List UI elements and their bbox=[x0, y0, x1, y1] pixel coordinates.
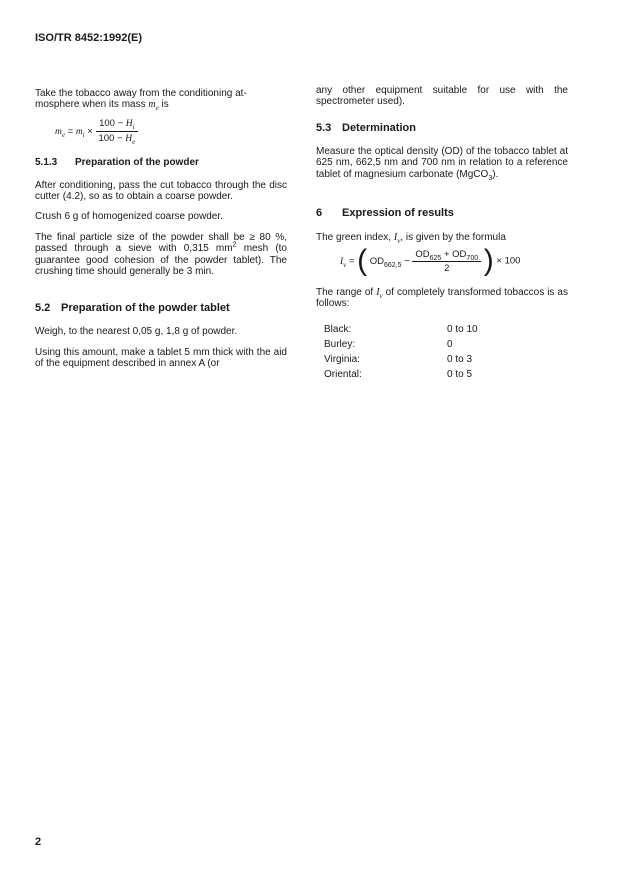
weigh-paragraph: Weigh, to the nearest 0,05 g, 1,8 g of powder. bbox=[35, 326, 238, 337]
intro-line-1: Take the tobacco away from the conditioning at- bbox=[35, 88, 247, 99]
tablet-paragraph-end: any other equipment suitable for use with the spectrometer used). bbox=[316, 85, 568, 108]
range-value-virginia: 0 to 3 bbox=[447, 354, 473, 365]
section-5-2-number: 5.2 bbox=[35, 302, 51, 314]
formula1-times: × bbox=[87, 126, 93, 138]
document-id: ISO/TR 8452:1992(E) bbox=[35, 32, 142, 44]
section-5-2-title: Preparation of the powder tablet bbox=[61, 302, 230, 314]
formula2-numerator: $OD_{625} + OD_{700}$ bbox=[412, 249, 481, 262]
formula2-left-paren: ( bbox=[357, 244, 368, 277]
section-5-3-heading bbox=[316, 122, 568, 134]
formula1-numerator: $100 - H_i$ bbox=[96, 118, 138, 132]
formula2-fraction bbox=[412, 249, 481, 274]
formula2-od-main: $OD_{662,5}$ bbox=[369, 255, 402, 269]
page-number: 2 bbox=[35, 836, 42, 848]
section-6-heading bbox=[316, 207, 568, 219]
formula1-lhs: $m_e$ bbox=[55, 127, 65, 139]
range-value-oriental: 0 to 5 bbox=[447, 369, 473, 380]
mass-formula bbox=[55, 118, 138, 145]
range-label-virginia: Virginia: bbox=[324, 354, 360, 365]
conditioning-paragraph: After conditioning, pass the cut tobacco through the disc cutter (4.2), so as to obtain a coarse powder. bbox=[35, 180, 287, 203]
formula1-fraction bbox=[96, 118, 139, 145]
section-6-title: Expression of results bbox=[342, 207, 454, 219]
formula1-mi: $m_i$ bbox=[75, 127, 85, 139]
crush-paragraph: Crush 6 g of homogenized coarse powder. bbox=[35, 211, 223, 222]
intro-paragraph bbox=[35, 88, 287, 111]
range-label-oriental: Oriental: bbox=[324, 369, 362, 380]
formula1-denominator: $100 - H_e$ bbox=[98, 133, 136, 146]
intro-line-2-pre: mosphere when its mass bbox=[35, 99, 146, 111]
range-label-burley: Burley: bbox=[324, 339, 356, 350]
formula2-equals: = bbox=[348, 255, 355, 267]
section-5-3-number: 5.3 bbox=[316, 122, 332, 134]
tablet-paragraph-start: Using this amount, make a tablet 5 mm thick with the aid of the equipment described in annex A (or bbox=[35, 347, 287, 370]
particle-size-paragraph: The final particle size of the powder shall be ≥ 80 %, passed through a sieve with 0,315 $mm^2$ mesh (to guarantee good cohesion of the powder tablet). The crushing time should generally be 3 min. bbox=[35, 232, 287, 278]
green-index-formula bbox=[340, 246, 520, 276]
formula2-right-paren: ) bbox=[483, 244, 494, 277]
formula2-minus: − bbox=[404, 255, 410, 267]
section-5-1-3-number: 5.1.3 bbox=[35, 157, 58, 168]
intro-line-2-post: is bbox=[161, 99, 169, 111]
range-value-burley: 0 bbox=[447, 339, 453, 350]
formula1-equals: = bbox=[67, 126, 74, 138]
range-label-black: Black: bbox=[324, 324, 352, 335]
green-index-paragraph: The green index, $I_v$, is given by the formula bbox=[316, 232, 506, 245]
section-5-1-3-heading bbox=[35, 157, 287, 168]
intro-mass-var: $m_e$ bbox=[148, 99, 159, 113]
range-value-black: 0 to 10 bbox=[447, 324, 478, 335]
formula2-lhs: $I_v$ bbox=[340, 256, 347, 269]
section-6-number: 6 bbox=[316, 207, 323, 219]
formula2-denominator: 2 bbox=[444, 262, 450, 274]
section-5-2-heading bbox=[35, 302, 287, 314]
range-intro-paragraph: The range of $I_v$ of completely transformed tobaccos is as follows: bbox=[316, 287, 568, 310]
section-5-1-3-title: Preparation of the powder bbox=[75, 157, 199, 168]
section-5-3-title: Determination bbox=[342, 122, 416, 134]
measure-paragraph: Measure the optical density (OD) of the tobacco tablet at 625 nm, 662,5 nm and 700 nm in relation to a reference tablet of magnesium carbonate (MgCO$_3$). bbox=[316, 146, 568, 182]
formula2-times: × 100 bbox=[496, 255, 521, 267]
